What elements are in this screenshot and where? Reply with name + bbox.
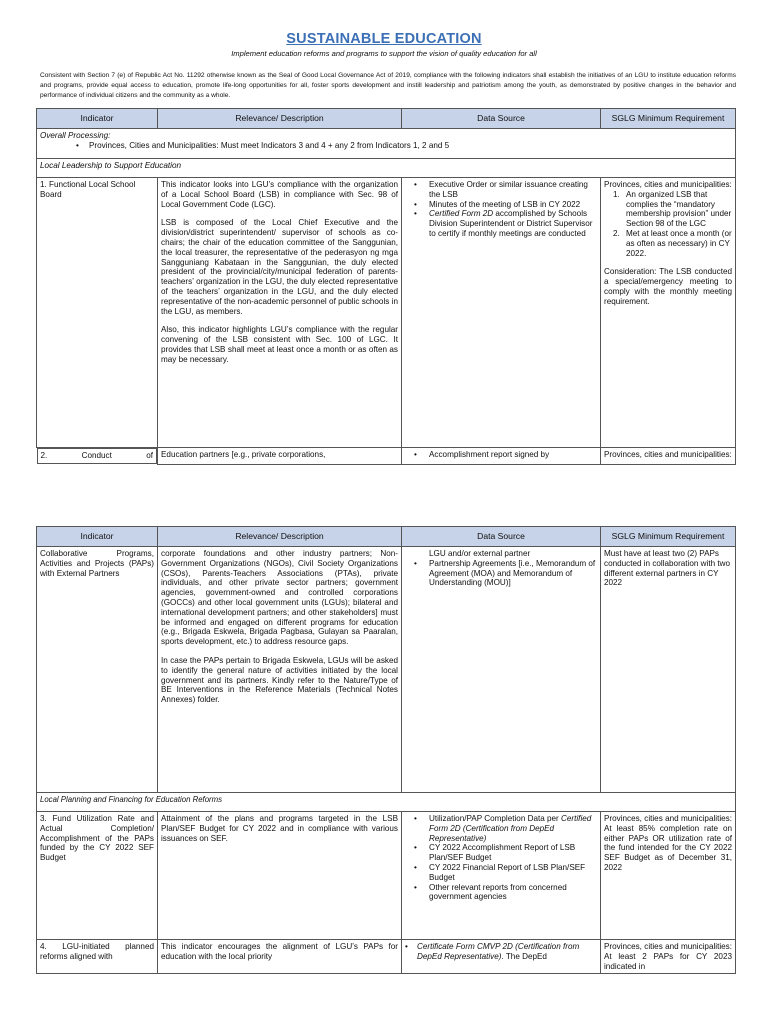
intro-paragraph: Consistent with Section 7 (e) of Republic Act No. 11292 otherwise known as the Seal of Good Local Governance Act of 2019, compliance with the following indicators shall establish the initiatives of an LGU to institute education reforms and programs, provide equal access to education, promote life-long opportunities for all, foster sports development and instill leadership and patriotism among the youth, as demonstrated by positive changes in the behavior and performance of individual citizens and the community as a whole. <box>40 72 736 99</box>
indicators-table-page-1 <box>36 108 736 465</box>
indicator-text: Conduct <box>81 451 112 460</box>
table-row <box>37 940 736 974</box>
header-sglg-requirement: SGLG Minimum Requirement <box>601 527 736 547</box>
list-item <box>604 190 732 229</box>
description-paragraph: LSB is composed of the Local Chief Executive and the division/district superintendent/ supervisor of schools as co-chairs; the chair of the education committee of the Sanggunian, the local treasurer, the representative of the pederasyon ng mga Sangguniang Kabataan in the Sanggunian, the duly elected president of the provincial/city/municipal federation of parents-teachers’ organization in the LGU, the duly elected representative of the teachers’ organization in the LGU, and the duly elected representative of the non-academic personnel of public schools in the LGU, as members. <box>161 218 398 316</box>
form-reference: Certificate Form CMVP 2D (Certification from DepEd Representative) <box>417 942 580 961</box>
list-item-text: An organized LSB that complies the “mandatory membership provision” under Section 98 of the LGC <box>626 189 732 229</box>
data-source-cell <box>402 547 601 793</box>
indicator-cell: Collaborative Programs, Activities and Projects (PAPs) with External Partners <box>37 547 158 793</box>
description-cell: Attainment of the plans and programs targeted in the LSB Plan/SEF Budget for CY 2022 and in compliance with various issuances on SEF. <box>158 812 402 940</box>
data-source-cell <box>402 812 601 940</box>
description-paragraph: This indicator looks into LGU’s compliance with the organization of a Local School Board (LSB) in compliance with Sec. 98 of Local Government Code (LGC). <box>161 180 398 209</box>
table-header-row <box>37 109 736 129</box>
description-paragraph: corporate foundations and other industry partners; Non-Government Organizations (NGOs), Civil Society Organizations (CSOs), Parents-Teachers Associations (PTAs), private individuals, and other private sector partners; government agencies, government-owned and controlled corporations (GOCCs) and other local government units (LGUs); bilateral and international development partners; and other stakeholders] must be informed and engaged on different programs for education (e.g., Brigada Eskwela, Brigada Pagbasa, Gulayan sa Paaralan, sports development, etc.) to address resource gaps. <box>161 549 398 647</box>
data-source-cell <box>402 178 601 448</box>
requirement-intro: Provinces, cities and municipalities: <box>604 180 732 189</box>
list-item: • CY 2022 Financial Report of LSB Plan/SEF Budget <box>405 863 597 883</box>
header-indicator: Indicator <box>37 109 158 129</box>
indicator-text: of <box>146 451 153 460</box>
requirement-consideration: Consideration: The LSB conducted a special/emergency meeting to comply with the monthly meeting requirement. <box>604 267 732 306</box>
indicators-table-page-2 <box>36 526 736 974</box>
description-cell: This indicator encourages the alignment of LGU’s PAPs for education with the local priority <box>158 940 402 974</box>
list-item: • Minutes of the meeting of LSB in CY 2022 <box>405 200 597 210</box>
requirement-cell: Provinces, cities and municipalities: At least 85% completion rate on either PAPs OR utilization rate of the fund intended for the CY 2022 SEF Budget as of December 31, 2022 <box>601 812 736 940</box>
overall-processing-bullet: • Provinces, Cities and Municipalities: Must meet Indicators 3 and 4 + any 2 from Indicators 1, 2 and 5 <box>40 141 732 151</box>
description-cell <box>158 178 402 448</box>
bullet-glyph: • <box>405 942 408 951</box>
requirement-cell: Must have at least two (2) PAPs conducted in collaboration with two different external partners in CY 2022 <box>601 547 736 793</box>
table-header-row <box>37 527 736 547</box>
page-subtitle: Implement education reforms and programs to support the vision of quality education for all <box>231 49 537 58</box>
indicator-cell <box>37 448 158 464</box>
list-item: • CY 2022 Accomplishment Report of LSB Plan/SEF Budget <box>405 843 597 863</box>
list-item <box>405 209 597 238</box>
data-source-continued: LGU and/or external partner <box>429 549 531 558</box>
list-number: 1. <box>613 189 620 199</box>
section-label: Local Leadership to Support Education <box>37 159 736 178</box>
indicator-cell: 4. LGU-initiated planned reforms aligned with <box>37 940 158 974</box>
indicator-cell: 1. Functional Local School Board <box>37 178 158 448</box>
list-item: • Accomplishment report signed by <box>405 450 597 460</box>
form-reference: Certified Form 2D (Certification from DepEd Representative) <box>429 814 592 843</box>
list-item <box>405 942 597 962</box>
form-reference: Certified Form 2D <box>429 209 494 219</box>
indicator-cell: 3. Fund Utilization Rate and Actual Completion/ Accomplishment of the PAPs funded by the CY 2022 SEF Budget <box>37 812 158 940</box>
indicator-number: 2. <box>40 451 48 460</box>
table-row <box>37 178 736 448</box>
section-label: Local Planning and Financing for Education Reforms <box>37 793 736 812</box>
list-number: 2. <box>613 228 620 238</box>
overall-processing-row <box>37 129 736 159</box>
list-item <box>405 814 597 843</box>
data-source-cell <box>402 940 601 974</box>
requirement-cell <box>601 178 736 448</box>
header-indicator: Indicator <box>37 527 158 547</box>
table-row <box>37 448 736 465</box>
list-item-text: accomplished by Schools Division Superintendent or District Supervisor to certify if monthly meetings are conducted <box>429 209 593 238</box>
table-row <box>37 812 736 940</box>
table-row <box>37 547 736 793</box>
page-title: SUSTAINABLE EDUCATION <box>286 31 482 47</box>
list-item-text: Met at least once a month (or as often as necessary) in CY 2022. <box>626 228 732 258</box>
overall-processing-label: Overall Processing: <box>40 131 111 140</box>
list-item: • Partnership Agreements [i.e., Memorandum of Agreement (MOA) and Memorandum of Understanding (MOU)] <box>405 559 597 588</box>
list-item: • Other relevant reports from concerned government agencies <box>405 883 597 903</box>
header-sglg-requirement: SGLG Minimum Requirement <box>601 109 736 129</box>
requirement-cell: Provinces, cities and municipalities: At least 2 PAPs for CY 2023 indicated in <box>601 940 736 974</box>
description-cell <box>158 547 402 793</box>
header-data-source: Data Source <box>402 109 601 129</box>
description-paragraph: In case the PAPs pertain to Brigada Eskwela, LGUs will be asked to identify the general nature of activities initiated by the local government and its partners. Kindly refer to the Nature/Type of BE Interventions in the Reference Materials (Technical Notes Annexes) folder. <box>161 655 398 705</box>
header-relevance: Relevance/ Description <box>158 527 402 547</box>
requirement-cell: Provinces, cities and municipalities: <box>601 448 736 465</box>
description-paragraph: Also, this indicator highlights LGU’s compliance with the regular convening of the LSB consistent with Sec. 100 of LGC. It provides that LSB shall meet at least once a month or as often as may be necessary. <box>161 325 398 364</box>
data-source-cell <box>402 448 601 465</box>
section-row-local-leadership <box>37 159 736 178</box>
list-item-text: Utilization/PAP Completion Data per <box>429 814 562 823</box>
section-row-local-planning <box>37 793 736 812</box>
header-data-source: Data Source <box>402 527 601 547</box>
list-item: • Executive Order or similar issuance creating the LSB <box>405 180 597 200</box>
list-item <box>604 229 732 258</box>
description-cell: Education partners [e.g., private corporations, <box>158 448 402 465</box>
header-relevance: Relevance/ Description <box>158 109 402 129</box>
list-item-text: . The DepEd <box>501 951 547 961</box>
